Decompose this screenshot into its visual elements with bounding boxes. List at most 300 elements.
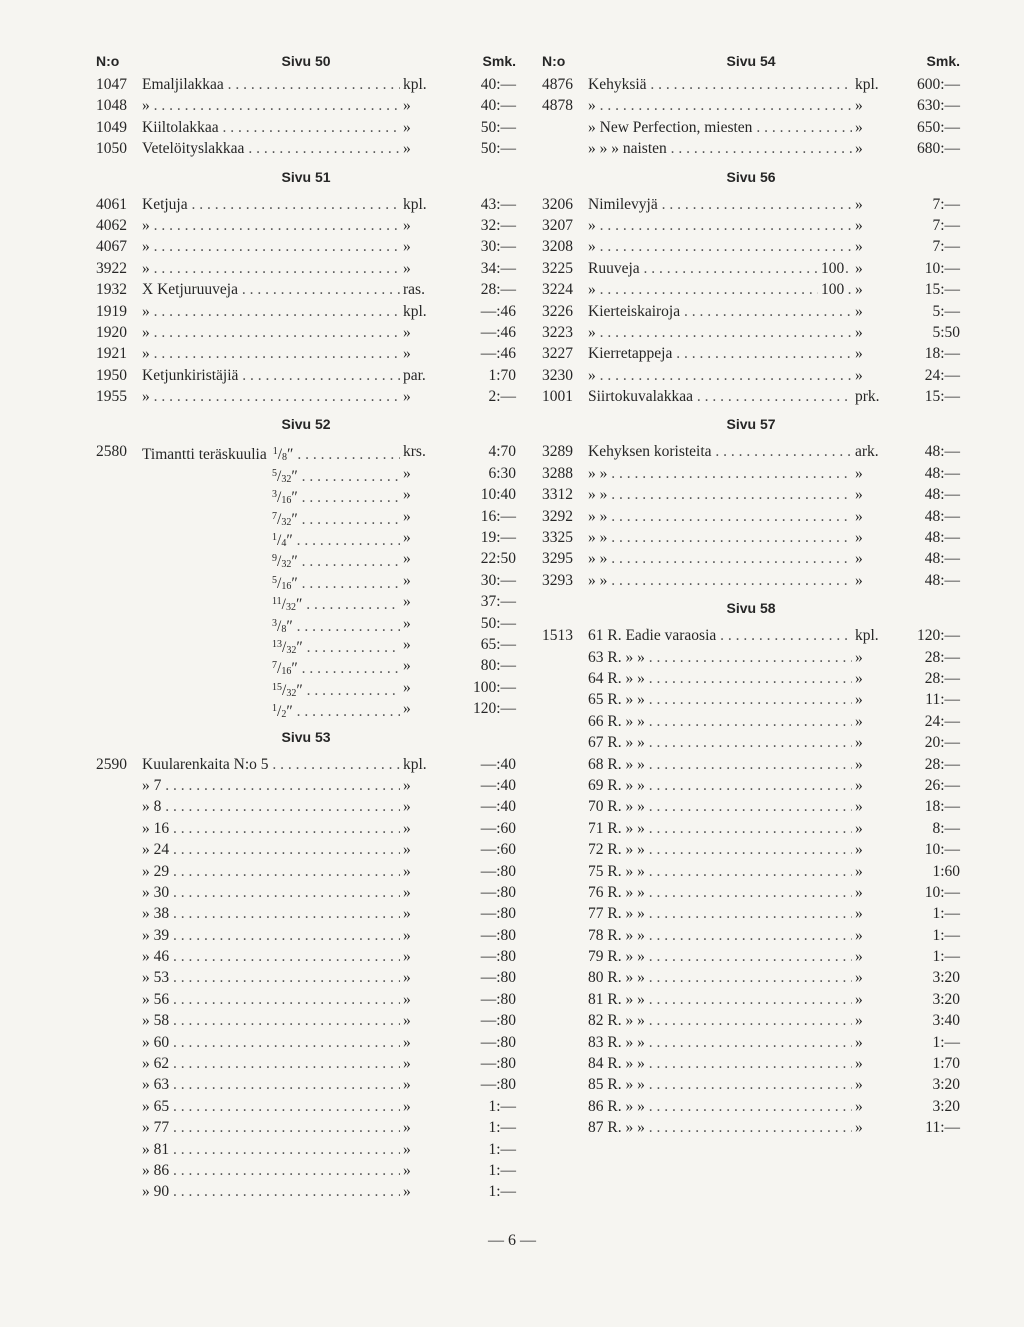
- item-description: [142, 1181, 400, 1202]
- catalog-row: [96, 591, 516, 612]
- item-unit: kpl.: [852, 625, 879, 646]
- item-price: 40:—: [479, 74, 516, 95]
- item-description-text: 86 R. » »: [588, 1097, 645, 1115]
- header-page: Sivu 50: [281, 53, 331, 69]
- item-description: [588, 818, 852, 839]
- item-description: [588, 732, 852, 753]
- item-description-text: »: [142, 216, 150, 234]
- item-unit: »: [852, 258, 863, 279]
- item-description-text: 83 R. » »: [588, 1033, 645, 1051]
- item-price: 48:—: [923, 548, 960, 569]
- item-unit: »: [852, 117, 863, 138]
- item-unit: »: [852, 138, 863, 159]
- item-price: 22:50: [479, 548, 516, 569]
- item-unit: »: [400, 484, 411, 505]
- catalog-row: [96, 903, 516, 924]
- fraction-denominator: 32: [281, 473, 292, 485]
- catalog-row: [542, 343, 960, 364]
- catalog-row: [96, 796, 516, 817]
- item-unit: »: [852, 95, 863, 116]
- item-description: [142, 236, 400, 257]
- section-title: Sivu 53: [281, 728, 331, 745]
- item-number: 3207: [542, 216, 573, 234]
- item-number: 3289: [542, 443, 573, 461]
- item-description-text: » 90: [142, 1183, 170, 1201]
- item-number: 4067: [96, 238, 127, 256]
- item-description: [142, 386, 400, 407]
- catalog-row: [96, 698, 516, 719]
- item-description: [588, 1096, 852, 1117]
- catalog-row: [96, 775, 516, 796]
- item-unit: prk.: [852, 386, 880, 407]
- item-description-text: 71 R. » »: [588, 819, 645, 837]
- item-unit: »: [852, 1053, 863, 1074]
- catalog-row: [96, 570, 516, 591]
- item-price: —:80: [479, 861, 516, 882]
- catalog-row: [96, 194, 516, 215]
- item-description-text: » 39: [142, 926, 170, 944]
- item-unit: »: [852, 946, 863, 967]
- item-price: 4:70: [486, 441, 516, 462]
- item-unit: »: [852, 967, 863, 988]
- item-price: —:46: [479, 301, 516, 322]
- item-description-text: » 53: [142, 969, 170, 987]
- item-description-text: Emaljilakkaa: [142, 76, 224, 93]
- item-price: —:80: [479, 1074, 516, 1095]
- left-column: [96, 48, 516, 1203]
- inch-mark: ″: [286, 703, 293, 721]
- item-description: [142, 1010, 400, 1031]
- item-description-text: 61 R. Eadie varaosia: [588, 627, 717, 645]
- fraction-slash: /: [277, 553, 282, 571]
- item-price: 1:—: [930, 903, 960, 924]
- item-description-text: » 86: [142, 1161, 170, 1179]
- item-unit: »: [400, 1096, 411, 1117]
- page-number: — 6 —: [488, 1232, 536, 1249]
- item-unit: »: [852, 343, 863, 364]
- item-unit: »: [852, 506, 863, 527]
- item-price: 20:—: [923, 732, 960, 753]
- catalog-row: [96, 322, 516, 343]
- item-unit: »: [852, 796, 863, 817]
- item-description-text: 65 R. » »: [588, 691, 645, 709]
- item-description-text: »: [142, 97, 150, 115]
- item-description: [588, 689, 852, 710]
- item-description: [142, 365, 400, 386]
- item-number: 4876: [542, 76, 573, 93]
- inch-mark: ″: [295, 596, 303, 614]
- catalog-row: [96, 463, 516, 484]
- catalog-row: [96, 946, 516, 967]
- item-description-text: 66 R. » »: [588, 712, 645, 730]
- item-description: [142, 818, 400, 839]
- item-unit: »: [852, 775, 863, 796]
- item-price: —:80: [479, 946, 516, 967]
- item-description-text: »: [142, 238, 150, 256]
- catalog-row: [542, 441, 960, 462]
- item-number: 2580: [96, 443, 127, 461]
- item-description: [588, 463, 852, 484]
- fraction-slash: /: [282, 638, 287, 656]
- header-number: N:o: [542, 53, 566, 69]
- item-price: 40:—: [479, 95, 516, 116]
- catalog-row: [542, 258, 960, 279]
- item-description-text: 64 R. » »: [588, 669, 645, 687]
- item-description-text: Nimilevyjä: [588, 195, 658, 213]
- item-description: [588, 1053, 852, 1074]
- item-description-text: 81 R. » »: [588, 990, 645, 1008]
- item-unit: »: [400, 903, 411, 924]
- item-description-text: Timantti teräskuulia: [142, 446, 267, 464]
- item-number: 3312: [542, 486, 573, 504]
- item-unit: »: [852, 925, 863, 946]
- left-column-header: [96, 48, 516, 74]
- item-description: [588, 668, 852, 689]
- item-description: [588, 967, 852, 988]
- catalog-row: [542, 279, 960, 300]
- item-unit: »: [852, 711, 863, 732]
- item-unit: »: [400, 698, 411, 719]
- catalog-row: [542, 548, 960, 569]
- item-number: 3288: [542, 464, 573, 482]
- catalog-row: [542, 1117, 960, 1138]
- item-price: 680:—: [915, 138, 960, 159]
- item-unit: »: [400, 138, 411, 159]
- item-unit: »: [400, 967, 411, 988]
- item-quantity: 100: [818, 279, 844, 300]
- item-price: 5:—: [930, 301, 960, 322]
- item-unit: kpl.: [400, 301, 427, 322]
- item-price: 48:—: [923, 484, 960, 505]
- item-description-text: » 30: [142, 883, 170, 901]
- catalog-row: [96, 925, 516, 946]
- catalog-row: [96, 1117, 516, 1138]
- item-description: [588, 570, 852, 591]
- item-unit: »: [400, 591, 411, 612]
- item-description-text: Kierretappeja: [588, 345, 673, 363]
- catalog-row: [96, 1181, 516, 1202]
- item-size-fraction: [272, 682, 303, 699]
- catalog-row: [96, 365, 516, 386]
- catalog-row: [96, 818, 516, 839]
- item-description: [588, 548, 852, 569]
- item-price: 6:30: [486, 463, 516, 484]
- item-description-text: 79 R. » »: [588, 948, 645, 966]
- catalog-row: [96, 634, 516, 655]
- item-unit: »: [852, 484, 863, 505]
- fraction-numerator: 3: [272, 489, 277, 501]
- item-number: 3293: [542, 571, 573, 589]
- item-description-text: 84 R. » »: [588, 1055, 645, 1073]
- item-price: 3:20: [930, 989, 960, 1010]
- catalog-row: [96, 1096, 516, 1117]
- catalog-row: [542, 117, 960, 138]
- catalog-row: [96, 967, 516, 988]
- item-description-text: X Ketjuruuveja: [142, 281, 238, 299]
- item-description: [588, 1032, 852, 1053]
- inch-mark: ″: [296, 638, 303, 656]
- catalog-row: [96, 506, 516, 527]
- item-description-text: Kiiltolakkaa: [142, 118, 219, 136]
- header-currency: Smk.: [482, 53, 516, 69]
- item-size-fraction: [272, 489, 298, 506]
- item-unit: »: [852, 215, 863, 236]
- catalog-row: [542, 570, 960, 591]
- item-unit: »: [400, 796, 411, 817]
- item-price: 1:—: [486, 1160, 516, 1181]
- inch-mark: ″: [291, 489, 298, 507]
- header-page: Sivu 54: [726, 53, 776, 69]
- fraction-denominator: 16: [281, 495, 292, 507]
- item-price: 48:—: [923, 463, 960, 484]
- item-unit: »: [852, 903, 863, 924]
- item-description-text: 87 R. » »: [588, 1119, 645, 1137]
- item-description: [142, 1117, 400, 1138]
- item-description-text: 69 R. » »: [588, 776, 645, 794]
- catalog-row: [542, 925, 960, 946]
- item-unit: »: [852, 570, 863, 591]
- item-price: 11:—: [923, 689, 960, 710]
- inch-mark: ″: [291, 467, 298, 485]
- fraction-slash: /: [277, 446, 283, 464]
- item-unit: »: [400, 215, 411, 236]
- item-description-text: » 46: [142, 948, 170, 966]
- item-description: [142, 194, 400, 215]
- item-description: [588, 625, 852, 646]
- catalog-row: [96, 655, 516, 676]
- item-price: —:80: [479, 925, 516, 946]
- item-price: 28:—: [923, 668, 960, 689]
- header-number: N:o: [96, 53, 120, 69]
- fraction-slash: /: [277, 617, 282, 635]
- fraction-slash: /: [277, 660, 282, 678]
- item-size-fraction: [272, 532, 293, 549]
- fraction-slash: /: [277, 703, 282, 721]
- item-price: 600:—: [915, 74, 960, 95]
- item-description-text: 63 R. » »: [588, 648, 645, 666]
- catalog-row: [96, 754, 516, 775]
- item-unit: »: [400, 463, 411, 484]
- catalog-row: [542, 861, 960, 882]
- item-unit: »: [852, 279, 863, 300]
- header-currency: Smk.: [926, 53, 960, 69]
- item-description: [588, 441, 852, 462]
- catalog-row: [96, 989, 516, 1010]
- catalog-row: [542, 967, 960, 988]
- item-description: [588, 647, 852, 668]
- item-description-text: » 62: [142, 1055, 170, 1073]
- catalog-row: [542, 689, 960, 710]
- fraction-denominator: 8: [281, 623, 287, 635]
- item-number: 1920: [96, 323, 127, 341]
- item-description: [588, 989, 852, 1010]
- item-price: 3:20: [930, 1074, 960, 1095]
- item-price: 37:—: [479, 591, 516, 612]
- catalog-row: [542, 1053, 960, 1074]
- item-number: 1050: [96, 140, 127, 158]
- item-description-text: 77 R. » »: [588, 905, 645, 923]
- fraction-denominator: 32: [286, 687, 297, 699]
- inch-mark: ″: [291, 574, 298, 592]
- item-description: [142, 925, 400, 946]
- item-unit: »: [400, 989, 411, 1010]
- catalog-row: [96, 1074, 516, 1095]
- item-description-text: Siirtokuvalakkaa: [588, 388, 694, 406]
- catalog-row: [96, 95, 516, 116]
- item-price: 32:—: [479, 215, 516, 236]
- item-unit: »: [400, 677, 411, 698]
- catalog-row: [96, 548, 516, 569]
- item-price: 30:—: [479, 570, 516, 591]
- item-unit: »: [400, 258, 411, 279]
- item-description: [588, 215, 852, 236]
- fraction-denominator: 32: [285, 602, 296, 614]
- item-price: 10:—: [923, 882, 960, 903]
- item-number: 3224: [542, 281, 573, 299]
- item-unit: »: [400, 775, 411, 796]
- fraction-slash: /: [277, 467, 282, 485]
- item-number: 3325: [542, 529, 573, 547]
- item-price: 30:—: [479, 236, 516, 257]
- fraction-slash: /: [281, 596, 286, 614]
- catalog-row: [542, 95, 960, 116]
- item-number: 3227: [542, 345, 573, 363]
- item-description-text: » 8: [142, 798, 162, 816]
- catalog-row: [542, 194, 960, 215]
- item-unit: »: [400, 117, 411, 138]
- item-description: [588, 754, 852, 775]
- inch-mark: ″: [291, 510, 298, 528]
- item-unit: »: [400, 1181, 411, 1202]
- catalog-row: [96, 441, 516, 462]
- item-description-text: Kuularenkaita N:o 5: [142, 755, 269, 773]
- catalog-row: [542, 1032, 960, 1053]
- item-unit: »: [852, 527, 863, 548]
- fraction-numerator: 5: [272, 574, 277, 586]
- catalog-row: [96, 138, 516, 159]
- item-price: 28:—: [923, 647, 960, 668]
- item-description-text: Kehyksen koristeita: [588, 443, 712, 461]
- inch-mark: ″: [286, 617, 293, 635]
- item-description-text: » 38: [142, 905, 170, 923]
- item-price: 34:—: [479, 258, 516, 279]
- item-description: [588, 796, 852, 817]
- item-size-fraction: [272, 639, 303, 656]
- item-description-text: » 7: [142, 776, 162, 794]
- item-description: [588, 301, 852, 322]
- item-unit: »: [400, 818, 411, 839]
- inch-mark: ″: [287, 446, 294, 464]
- item-price: 10:—: [923, 839, 960, 860]
- item-description-text: 76 R. » »: [588, 883, 645, 901]
- item-unit: »: [852, 1117, 863, 1138]
- item-description-text: »: [142, 302, 150, 320]
- item-description-text: Ketjuja: [142, 195, 188, 213]
- item-price: 1:—: [930, 925, 960, 946]
- item-number: 3922: [96, 259, 127, 277]
- item-price: —:80: [479, 882, 516, 903]
- item-unit: »: [400, 548, 411, 569]
- catalog-row: [96, 1053, 516, 1074]
- fraction-numerator: 5: [272, 467, 277, 479]
- item-price: 80:—: [479, 655, 516, 676]
- item-unit: »: [400, 839, 411, 860]
- fraction-numerator: 1: [272, 703, 277, 715]
- item-unit: »: [400, 95, 411, 116]
- catalog-row: [542, 1074, 960, 1095]
- fraction-numerator: 1: [272, 446, 278, 458]
- item-unit: »: [852, 668, 863, 689]
- item-description: [588, 138, 852, 159]
- item-price: —:80: [479, 1032, 516, 1053]
- fraction-denominator: 4: [281, 538, 287, 550]
- section-title: Sivu 58: [726, 600, 776, 617]
- item-price: 16:—: [479, 506, 516, 527]
- item-description: [142, 301, 400, 322]
- catalog-row: [542, 946, 960, 967]
- item-price: 1:—: [486, 1139, 516, 1160]
- item-price: 18:—: [923, 796, 960, 817]
- item-description-text: 85 R. » »: [588, 1076, 645, 1094]
- item-unit: »: [400, 527, 411, 548]
- item-description-text: » 29: [142, 862, 170, 880]
- item-description-text: » »: [588, 571, 608, 589]
- catalog-row: [542, 668, 960, 689]
- catalog-row: [542, 818, 960, 839]
- catalog-row: [542, 775, 960, 796]
- item-price: 19:—: [479, 527, 516, 548]
- item-description: [142, 74, 400, 95]
- left-column-body: [96, 74, 516, 1203]
- item-description: [142, 1074, 400, 1095]
- item-unit: »: [852, 322, 863, 343]
- fraction-slash: /: [277, 574, 282, 592]
- item-description: [142, 882, 400, 903]
- item-description: [588, 839, 852, 860]
- item-price: 120:—: [915, 625, 960, 646]
- item-size-fraction: [272, 553, 298, 570]
- item-description: [588, 236, 852, 257]
- item-size-fraction: [273, 446, 294, 463]
- item-price: 650:—: [915, 117, 960, 138]
- item-unit: »: [400, 1139, 411, 1160]
- item-price: 3:40: [930, 1010, 960, 1031]
- item-description: [142, 967, 400, 988]
- item-size-fraction: [272, 660, 298, 677]
- item-description: [588, 117, 852, 138]
- item-unit: »: [400, 236, 411, 257]
- catalog-row: [542, 903, 960, 924]
- fraction-denominator: 16: [281, 666, 292, 678]
- catalog-row: [96, 117, 516, 138]
- item-description: [142, 1053, 400, 1074]
- item-price: —:60: [479, 818, 516, 839]
- item-price: —:40: [479, 775, 516, 796]
- fraction-numerator: 13: [272, 638, 282, 650]
- item-description: [588, 925, 852, 946]
- inch-mark: ″: [291, 553, 298, 571]
- catalog-row: [96, 258, 516, 279]
- item-description-text: » 16: [142, 819, 170, 837]
- item-unit: »: [852, 1010, 863, 1031]
- catalog-row: [96, 613, 516, 634]
- catalog-row: [542, 215, 960, 236]
- item-description: [588, 903, 852, 924]
- item-description: [588, 1010, 852, 1031]
- item-description-text: » 24: [142, 841, 170, 859]
- catalog-row: [542, 527, 960, 548]
- section-title: Sivu 57: [726, 416, 776, 433]
